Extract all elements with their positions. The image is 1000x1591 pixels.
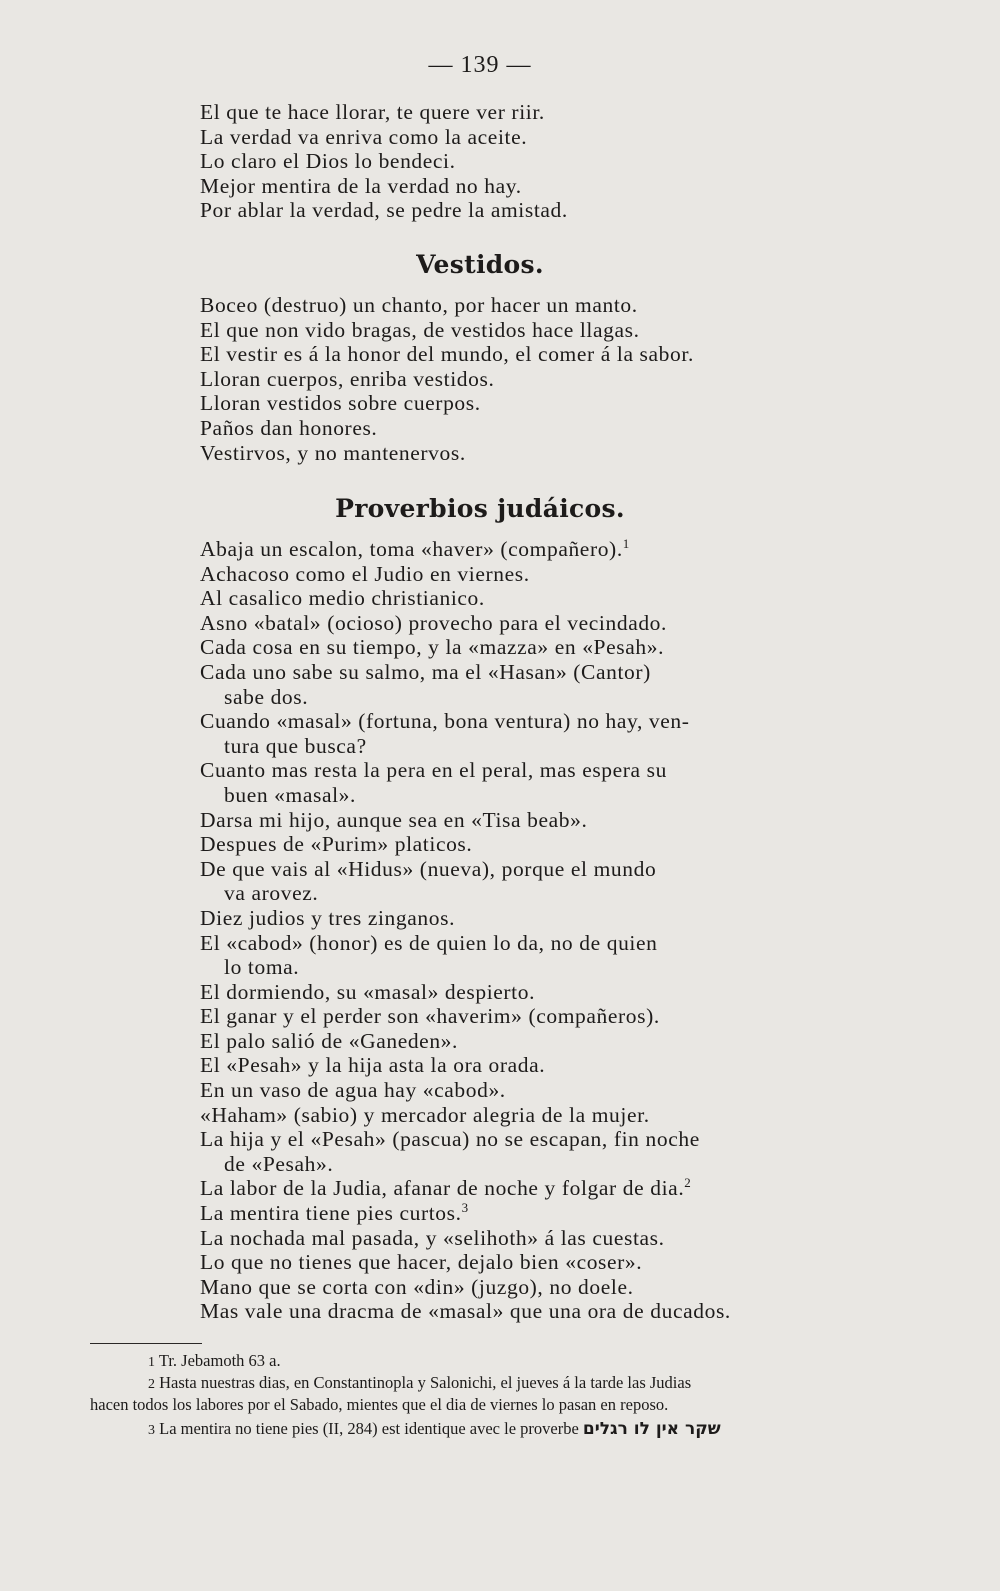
proverb-text: Cuanto mas resta la pera en el peral, mas espera su [200, 758, 667, 783]
proverb-line [200, 367, 785, 392]
proverb-line [200, 293, 785, 318]
proverb-line [200, 149, 785, 174]
proverb-text: Lo que no tienes que hacer, dejalo bien «coser». [200, 1250, 643, 1275]
proverb-text: Abaja un escalon, toma «haver» (compañero). [200, 537, 623, 561]
proverb-line [200, 537, 785, 562]
proverb-line [200, 416, 785, 441]
proverb-line [200, 709, 785, 734]
proverb-text: Diez judios y tres zinganos. [200, 905, 456, 930]
proverb-text: Darsa mi hijo, aunque sea en «Tisa beab». [200, 807, 588, 832]
proverb-list-vestidos [200, 293, 785, 465]
proverb-text: Cuando «masal» (fortuna, bona ventura) no hay, ven- [200, 709, 690, 734]
proverb-text: Mano que se corta con «din» (juzgo), no doele. [200, 1274, 634, 1299]
footnote-3 [148, 1418, 888, 1441]
footnote-text: Tr. Jebamoth 63 a. [158, 1351, 281, 1370]
proverb-text: El vestir es á la honor del mundo, el comer á la sabor. [200, 342, 694, 367]
proverb-text: La nochada mal pasada, y «selihoth» á las cuestas. [200, 1225, 665, 1250]
proverb-text: El ganar y el perder son «haverim» (compañeros). [200, 1004, 660, 1029]
proverb-line-continuation [200, 955, 785, 980]
proverb-list-truth [200, 100, 785, 223]
section-heading-vestidos: Vestidos. [416, 250, 544, 279]
proverb-line [200, 125, 785, 150]
proverb-text: La labor de la Judia, afanar de noche y folgar de dia. [200, 1176, 685, 1201]
proverb-text: Al casalico medio christianico. [200, 586, 485, 611]
footnote-text: La mentira no tiene pies (II, 284) est identique avec le proverbe [159, 1419, 579, 1438]
proverb-line-continuation [200, 783, 785, 808]
proverb-text: va arovez. [224, 881, 319, 906]
proverb-text: El palo salió de «Ganeden». [200, 1028, 459, 1053]
proverb-line [200, 980, 785, 1005]
proverb-line [200, 100, 785, 125]
proverb-line [200, 1226, 785, 1251]
proverb-text: Lo claro el Dios lo bendeci. [200, 149, 456, 174]
proverb-line [200, 1275, 785, 1300]
proverb-text: Lloran cuerpos, enriba vestidos. [200, 366, 495, 391]
proverb-text: El «Pesah» y la hija asta la ora orada. [200, 1053, 546, 1078]
footnote-1 [148, 1350, 938, 1373]
footnote-number: 1 [148, 1355, 155, 1370]
proverb-text: lo toma. [224, 955, 300, 980]
section-heading-proverbios-judaicos: Proverbios judáicos. [335, 494, 625, 523]
proverb-line [200, 174, 785, 199]
proverb-line [200, 1299, 785, 1324]
footnote-rule [90, 1343, 202, 1344]
footnote-marker: 1 [622, 535, 630, 551]
proverb-text: El dormiendo, su «masal» despierto. [200, 979, 536, 1004]
footnote-2-continuation: hacen todos los labores por el Sabado, mientes que el dia de viernes lo pasan en reposo. [90, 1395, 669, 1414]
proverb-line [200, 1103, 785, 1128]
proverb-text: Mejor mentira de la verdad no hay. [200, 173, 522, 198]
proverb-line [200, 832, 785, 857]
footnote-number: 2 [148, 1377, 155, 1392]
proverb-line-continuation [200, 734, 785, 759]
hebrew-proverb: שקר אין לו רגלים [582, 1419, 721, 1439]
page-number: — 139 — [428, 52, 532, 78]
proverb-line [200, 1201, 785, 1226]
footnote-marker: 3 [461, 1199, 469, 1215]
footnote-text: Hasta nuestras dias, en Constantinopla y Salonichi, el jueves á la tarde las Judias [159, 1373, 692, 1392]
proverb-line [200, 906, 785, 931]
proverb-text: Asno «batal» (ocioso) provecho para el vecindado. [200, 610, 668, 635]
proverb-line [200, 758, 785, 783]
proverb-line [200, 198, 785, 223]
footnote-number: 3 [148, 1423, 155, 1438]
proverb-line [200, 1250, 785, 1275]
proverb-line [200, 441, 785, 466]
proverb-text: Achacoso como el Judio en viernes. [200, 561, 530, 586]
proverb-text: La hija y el «Pesah» (pascua) no se escapan, fin noche [200, 1127, 700, 1152]
proverb-line [200, 1078, 785, 1103]
proverb-line [200, 1053, 785, 1078]
proverb-text: Despues de «Purim» platicos. [200, 832, 473, 857]
proverb-line [200, 931, 785, 956]
proverb-line [200, 318, 785, 343]
proverb-line [200, 1029, 785, 1054]
proverb-text: Cada cosa en su tiempo, y la «mazza» en «Pesah». [200, 635, 665, 660]
proverb-text: Lloran vestidos sobre cuerpos. [200, 391, 481, 416]
proverb-text: buen «masal». [224, 782, 356, 807]
footnote-2 [148, 1372, 878, 1395]
proverb-line [200, 1176, 785, 1201]
proverb-text: Por ablar la verdad, se pedre la amistad. [200, 198, 568, 223]
proverb-line [200, 611, 785, 636]
proverb-line-continuation [200, 685, 785, 710]
proverb-line [200, 562, 785, 587]
proverb-text: El que te hace llorar, te quere ver riir. [200, 100, 545, 124]
proverb-line [200, 1004, 785, 1029]
proverb-text: Cada uno sabe su salmo, ma el «Hasan» (Cantor) [200, 659, 651, 684]
proverb-text: El «cabod» (honor) es de quien lo da, no de quien [200, 930, 658, 955]
proverb-text: Paños dan honores. [200, 415, 378, 440]
proverb-line [200, 342, 785, 367]
proverb-line [200, 660, 785, 685]
proverb-text: La mentira tiene pies curtos. [200, 1201, 462, 1226]
proverb-text: Boceo (destruo) un chanto, por hacer un manto. [200, 293, 638, 317]
proverb-line-continuation [200, 881, 785, 906]
proverb-text: «Haham» (sabio) y mercador alegria de la mujer. [200, 1102, 650, 1127]
proverb-text: De que vais al «Hidus» (nueva), porque el mundo [200, 856, 657, 881]
proverb-line [200, 808, 785, 833]
proverb-text: sabe dos. [224, 684, 309, 709]
proverb-text: El que non vido bragas, de vestidos hace llagas. [200, 317, 640, 342]
proverb-text: Vestirvos, y no mantenervos. [200, 440, 466, 465]
proverb-text: tura que busca? [224, 733, 367, 758]
proverb-text: En un vaso de agua hay «cabod». [200, 1078, 506, 1103]
proverb-text: La verdad va enriva como la aceite. [200, 124, 528, 149]
proverb-line [200, 1127, 785, 1152]
proverb-text: de «Pesah». [224, 1151, 334, 1176]
footnote-marker: 2 [684, 1175, 692, 1191]
proverb-line [200, 586, 785, 611]
proverb-line [200, 857, 785, 882]
proverb-line-continuation [200, 1152, 785, 1177]
proverb-text: Mas vale una dracma de «masal» que una ora de ducados. [200, 1299, 731, 1324]
proverb-list-judaicos [200, 537, 785, 1324]
proverb-line [200, 391, 785, 416]
proverb-line [200, 635, 785, 660]
